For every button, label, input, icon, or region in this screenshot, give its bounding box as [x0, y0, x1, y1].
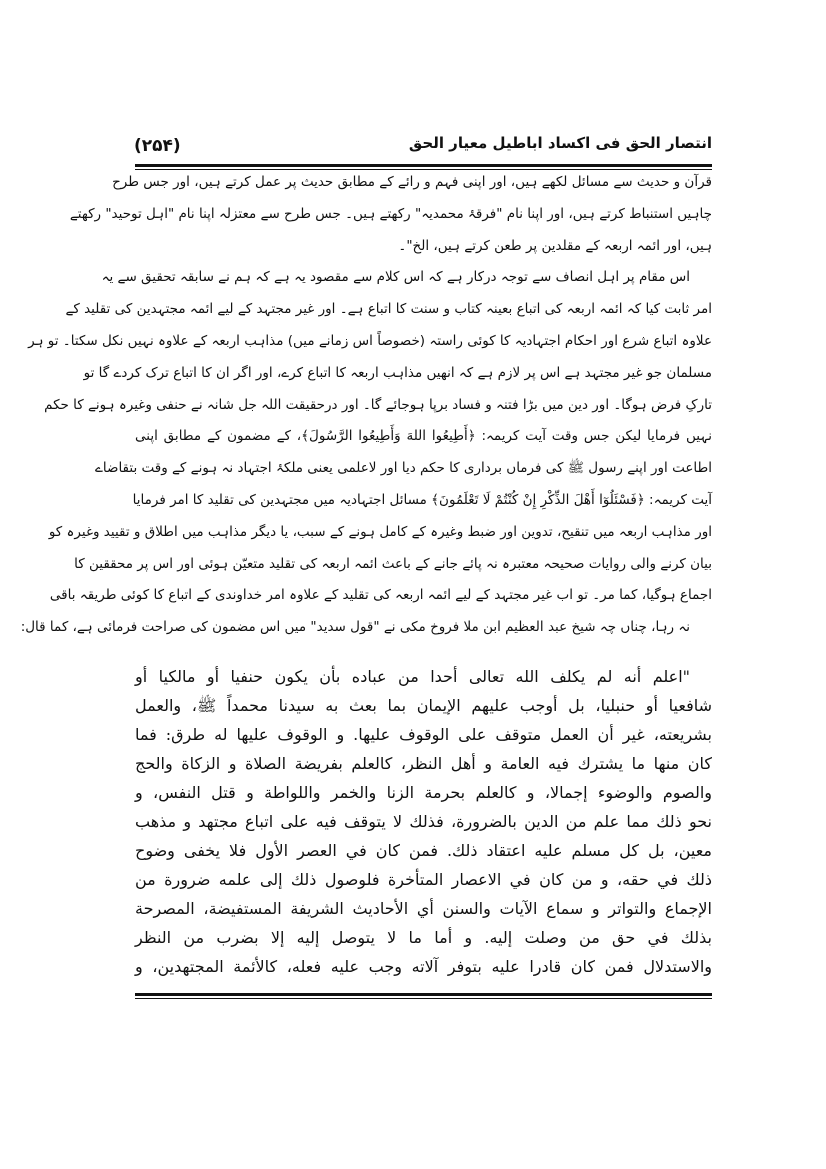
urdu-text-line: قرآن و حدیث سے مسائل لکھے ہیں، اور اپنی فہم و رائے کے مطابق حدیث پر عمل کرتے ہیں، اور جس طرح — [112, 174, 712, 190]
page-number: (۲۵۴) — [134, 136, 181, 156]
footer-divider — [135, 993, 712, 999]
urdu-text-line: علاوہ اتباع شرع اور احکام اجتہادیہ کا کوئی راستہ (خصوصاً اس زمانے میں) مذاہب اربعہ کے علاوہ نہیں نکل سکتا۔ تو ہر — [28, 332, 712, 349]
urdu-text-block — [20, 167, 712, 644]
arabic-text-line: نحو ذلك مما علم من الدين بالضرورة، فذلك لا يتوقف فيه على اتباع مجتهد و مذهب — [135, 812, 712, 831]
urdu-text-line: اور مذاہب اربعہ میں تنقیح، تدوین اور ضبط وغیرہ کے کامل ہونے کے سبب، یا دیگر مذاہب میں اطلاق و تقیید وغیرہ کو — [48, 523, 712, 540]
urdu-text-line: آیت کریمہ: ﴿فَسْئَلُوٓا أَهْلَ الذِّكْرِ إِنْ كُنْتُمْ لَا تَعْلَمُونَ﴾ مسائل اجتہادیہ میں مجتہدین کی تقلید کا امر فرمایا — [132, 491, 712, 508]
arabic-text-line: بشريعته، غير أن العمل متوقف على الوقوف عليها. و الوقوف عليها له طرق: فما — [135, 725, 713, 744]
urdu-text-line: اجماع ہوگیا، کما مر۔ تو اب غیر مجتہد کے لیے ائمہ اربعہ کی تقلید کے علاوہ امر خداوندی کے اتباع کا کوئی طریقہ باقی — [49, 587, 712, 604]
arabic-text-line: والاستدلال فمن كان قادرا عليه بتوفر آلاته وجب عليه فعله، كالأئمة المجتهدين، و — [135, 957, 712, 976]
urdu-text-line: امر ثابت کیا کہ ائمہ اربعہ کی اتباع بعینہ کتاب و سنت کا اتباع ہے۔ اور غیر مجتہد کے لیے ائمہ مجتہدین کی تقلید کے — [65, 301, 712, 318]
urdu-text-line: اطاعت اور اپنے رسول ﷺ کی فرماں برداری کا حکم دیا اور لاعلمی یعنی ملکۂ اجتہاد نہ ہونے کے وقت بتقاضاے — [94, 460, 712, 477]
arabic-text-line: كان منها ما يشترك فيه العامة و أهل النظر، كالعلم بفريضة الصلاة و الزكاة والحج — [135, 754, 712, 773]
arabic-text-line: بذلك في حق من وصلت إليه. و أما ما لا يتوصل إليه إلا بضرب من النظر — [135, 928, 712, 947]
book-title: انتصار الحق فی اکساد اباطیل معیار الحق — [408, 134, 712, 152]
arabic-text-line: والصوم والوضوء إجمالا، و كالعلم بحرمة الزنا والخمر واللواطة و قتل النفس، و — [135, 783, 712, 802]
urdu-text-line: نہیں فرمایا لیکن جس وقت آیت کریمہ: ﴿أَطِيعُوا اللهَ وَأَطِيعُوا الرَّسُولَ﴾، کے مضمون کے مطابق اپنی — [135, 428, 712, 445]
arabic-text-line: معين، بل كل مسلم عليه اعتقاد ذلك. فمن كان في العصر الأول فلا يخفى وضوح — [135, 841, 712, 860]
page-header — [130, 134, 712, 162]
urdu-text-line: تارکِ فرض ہوگا۔ اور دین میں بڑا فتنہ و فساد برپا ہوجائے گا۔ اور درحقیقت اللہ جل شانہ نے حنفی وغیرہ ہونے کا حکم — [44, 396, 712, 413]
urdu-text-line: چاہیں استنباط کرتے ہیں، اور اپنا نام "فرقۂ محمدیہ" رکھتے ہیں۔ جس طرح سے معتزلہ اپنا نام "اہل توحید" رکھتے — [69, 205, 712, 222]
urdu-text-line: اس مقام پر اہل انصاف سے توجہ درکار ہے کہ اس کلام سے مقصود یہ ہے کہ ہم نے سابقہ تحقیق سے یہ — [101, 269, 690, 286]
arabic-quote-block — [135, 662, 712, 981]
urdu-text-line: بیان کرنے والی روایات صحیحہ معتبرہ نہ پائے جانے کے باعث ائمہ اربعہ کی تقلید متعیّن ہوئی اور اس پر محققین کا — [74, 555, 712, 572]
urdu-text-line: مسلمان جو غیر مجتہد ہے اس پر لازم ہے کہ انھیں مذاہب اربعہ کا اتباع کرے، اور اگر ان کا اتباع ترک کردے گا تو — [83, 364, 712, 381]
arabic-text-line: ذلك في حقه، و من كان في الاعصار المتأخرة فلوصول ذلك إلى علمه ضرورة من — [135, 870, 712, 889]
arabic-text-line: "اعلم أنه لم يكلف الله تعالى أحدا من عباده بأن يكون حنفيا أو مالكيا أو — [135, 667, 690, 686]
urdu-text-line: نہ رہا، چناں چہ شیخ عبد العظیم ابن ملا فروخ مکی نے "قول سدید" میں اس مضمون کی صراحت فرمائی ہے، کما قال: — [20, 619, 690, 636]
arabic-text-line: الإجماع والتواتر و سماع الآيات والسنن أي الأحاديث الشريفة المستفيضة، المصرحة — [135, 899, 712, 918]
arabic-text-line: شافعيا أو حنبليا، بل أوجب عليهم الإيمان بما بعث به سيدنا محمداً ﷺ، والعمل — [135, 696, 712, 715]
urdu-text-line: ہیں، اور ائمہ اربعہ کے مقلدین پر طعن کرتے ہیں، الخ"۔ — [398, 237, 712, 254]
